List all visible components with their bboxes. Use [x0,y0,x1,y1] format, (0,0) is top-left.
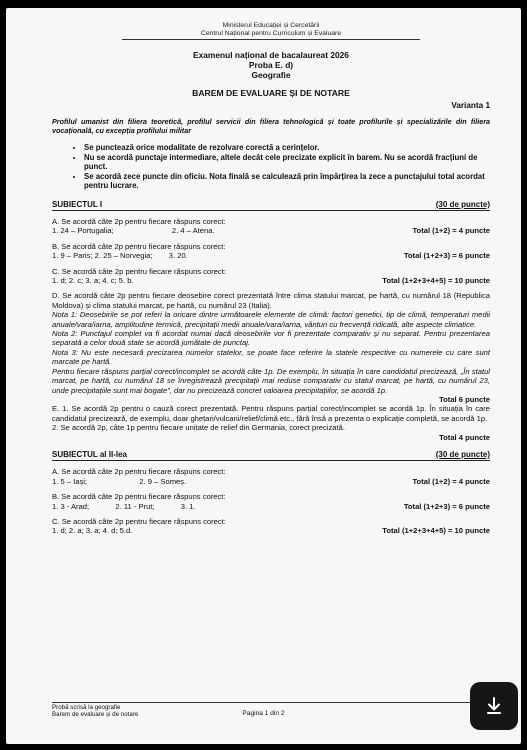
variant-label: Varianta 1 [451,100,490,110]
answer: 1. d; [52,276,67,286]
answer: 2. 11 - Prut; [115,501,155,511]
item-intro: B. Se acordă câte 2p pentru fiecare răspuns corect: [52,241,226,251]
item-total: Total (1+2+3) = 6 puncte [403,501,490,511]
item-s2-b [52,492,490,511]
ministry-name: Ministerul Educației și Cercetării [222,22,320,29]
answer: 3. a; [85,276,101,286]
answer: 4. d; [102,526,118,536]
section-header-s1 [52,200,490,211]
rule-item: • Se punctează orice modalitate de rezolvare corectă a cerințelor. [84,143,490,152]
item-total: Total (1+2) = 4 puncte [412,226,490,236]
section-title: SUBIECTUL I [52,199,103,209]
document-page [6,8,521,744]
download-icon [484,696,504,716]
footer-line: Probă scrisă la geografie [52,704,121,711]
partial-credit-note: Pentru fiecare răspuns parțial corect/incomplet se acordă câte 1p. De exemplu, în situația în care candidatul precizează, „În statul marcat, pe hartă, cu numărul 18 se înregistrează precipitații mai reduse comparativ cu statul marcat, pe hartă, cu numărul 23, unde precipitațiile sunt mai bogate”, dar nu precizează concret valoarea precipitațiilor, se acordă 1p. [52,366,490,395]
center-name: Centrul Național pentru Curriculum și Evaluare [200,29,342,37]
answer: 1. 24 – Portugalia; [52,226,114,236]
answer: 2. a; [68,526,84,536]
item-total: Total (1+2+3+4+5) = 10 puncte [382,276,490,286]
item-intro: D. Se acordă câte 2p pentru fiecare deosebire corect prezentată între clima statului marcat, pe hartă, cu numărul 18 (Republica Moldova) și clima statului marcat, pe hartă, cu numărul 23 (Italia). [52,291,490,310]
exam-subject: Geografie [251,70,291,81]
answer: 5.d. [119,526,133,536]
answer: 2. 25 – Norvegia; [94,251,153,261]
item-intro: A. Se acordă câte 2p pentru fiecare răspuns corect: [52,467,226,477]
page-content [52,22,490,536]
answer: 1. 9 – Paris; [52,251,93,261]
answer: 3. 20. [168,251,188,261]
answer: 2. 4 – Atena. [171,226,215,236]
answer: 1. d; [52,526,67,536]
item-intro: B. Se acordă câte 2p pentru fiecare răspuns corect: [52,492,226,502]
grading-rules [52,143,490,191]
item-text: 2. Se acordă 2p, câte 1p pentru fiecare unitate de relief din Germania, corect precizată. [52,423,345,433]
item-total: Total 4 puncte [439,432,490,442]
answer: 3. a; [85,526,101,536]
item-total: Total 6 puncte [439,394,490,404]
rule-item: • Se acordă zece puncte din oficiu. Nota finală se calculează prin împărțirea la zece a punctajului total acordat pentru lucrare. [84,172,490,190]
exam-proba: Proba E. d) [248,60,294,71]
item-s1-e [52,404,490,442]
answer: 3. 1. [180,501,196,511]
item-s2-a [52,467,490,486]
answer: 2. c; [68,276,84,286]
answer: 5. b. [118,276,134,286]
item-s2-c [52,517,490,536]
answer: 1. 5 – Iași; [52,476,88,486]
note-2: Nota 2: Punctajul complet va fi acordat numai dacă deosebirile vor fi prezentate comparativ și nu separat. Pentru prezentarea separată a celor două state se acordă jumătate de punctaj. [52,329,490,348]
section-points: (30 de puncte) [435,449,490,459]
note-3: Nota 3: Nu este necesară precizarea numelor statelor, se poate face referire la statele respective cu numerele cu care sunt marcate pe hartă. [52,347,490,367]
download-button[interactable] [470,682,518,730]
header-divider [122,39,420,40]
item-total: Total (1+2+3+4+5) = 10 puncte [382,526,490,536]
page-number: Pagina 1 din 2 [242,710,285,717]
answer: 1. 3 - Arad; [52,501,90,511]
section-title: SUBIECTUL al II-lea [52,449,127,459]
item-s1-a [52,217,490,236]
item-intro: A. Se acordă câte 2p pentru fiecare răspuns corect: [52,217,226,227]
item-text: E. 1. Se acordă 2p pentru o cauză corect prezentată. Pentru răspuns parțial corect/incomplet se acordă 1p. În situația în care candidatul precizează, de exemplu, doar ghețari/vulcani/relief/climă etc., fără însă a prezenta o explicație completă, se acordă 1p. [52,404,490,423]
profile-note: Profilul umanist din filiera teoretică, profilul servicii din filiera tehnologică și toate profilurile și specializările din filiera vocațională, cu excepția profilului militar [52,117,490,135]
footer-line: Barem de evaluare și de notare [52,711,139,719]
item-total: Total (1+2+3) = 6 puncte [403,251,490,261]
item-s1-b [52,242,490,261]
note-1: Nota 1: Deosebirile se pot referi la oricare dintre următoarele elemente de climă: factori genetici, tip de climă, temperaturi medii anuale/vara/iarna, amplitudine termică, precipitații medii anuale/vara/iarna, vânturi cu frecvență ridicată, alte aspecte climatice. [52,310,490,329]
rule-item: • Nu se acordă punctaje intermediare, altele decât cele precizate explicit în barem. Nu se acordă fracțiuni de punct. [84,153,490,171]
item-intro: C. Se acordă câte 2p pentru fiecare răspuns corect: [52,516,226,526]
exam-title: Examenul național de bacalaureat 2026 [193,50,349,61]
section-header-s2 [52,450,490,461]
item-intro: C. Se acordă câte 2p pentru fiecare răspuns corect: [52,266,226,276]
barem-title: BAREM DE EVALUARE ȘI DE NOTARE [192,88,350,99]
answer: 2. 9 – Someș. [139,476,187,486]
item-total: Total (1+2) = 4 puncte [412,476,490,486]
answer: 4. c; [102,276,117,286]
item-s1-c [52,267,490,286]
section-points: (30 de puncte) [435,199,490,209]
item-s1-d [52,291,490,404]
